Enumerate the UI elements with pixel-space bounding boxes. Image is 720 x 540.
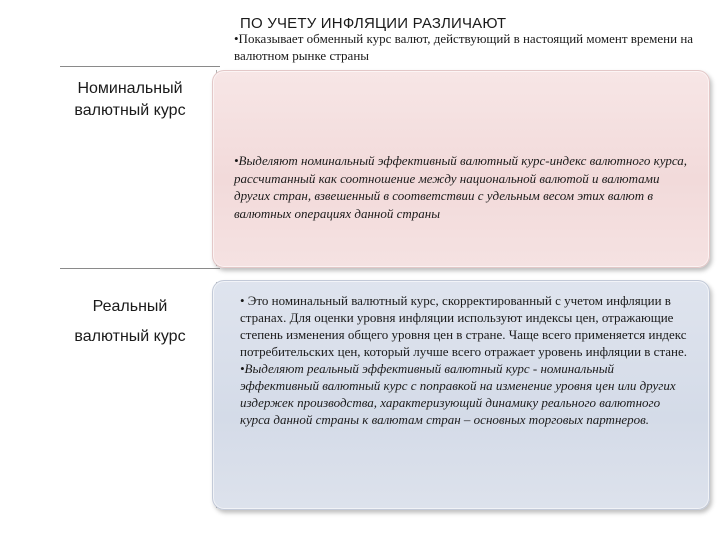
real-rate-label: Реальный валютный курс	[74, 298, 186, 345]
real-rate-box-text	[240, 292, 690, 428]
nominal-effective-rate-text: •Выделяют номинальный эффективный валютный курс-индекс валютного курса, рассчитанный как соотношение между национальной валютой и валютами других стран, взвешенный в соответствии с удельным весом этих валют в валютных операциях данной страны	[234, 153, 688, 221]
diagram-title: ПО УЧЕТУ ИНФЛЯЦИИ РАЗЛИЧАЮТ	[240, 15, 507, 32]
real-rate-definition: • Это номинальный валютный курс, скорректированный с учетом инфляции в странах. Для оценки уровня инфляции используют индексы цен, отражающие степень изменения общего уровня цен в стране. Чаще всего применяется индекс потребительских цен, который лучше всего отражает уровень инфляции в стане.	[240, 293, 688, 359]
divider-line-top	[60, 66, 220, 67]
divider-line-middle	[60, 268, 220, 269]
nominal-rate-description: •Показывает обменный курс валют, действующий в настоящий момент времени на валютном рынке страны	[234, 31, 694, 63]
nominal-rate-box-text	[234, 152, 694, 222]
nominal-rate-label: Номинальный валютный курс	[74, 80, 186, 119]
real-effective-rate-text: •Выделяют реальный эффективный валютный курс - номинальный эффективный валютный курс с поправкой на изменение уровня цен или других издержек производства, характеризующий динамику реального валютного курса данной страны к валютам стран – основных торговых партнеров.	[240, 361, 676, 427]
